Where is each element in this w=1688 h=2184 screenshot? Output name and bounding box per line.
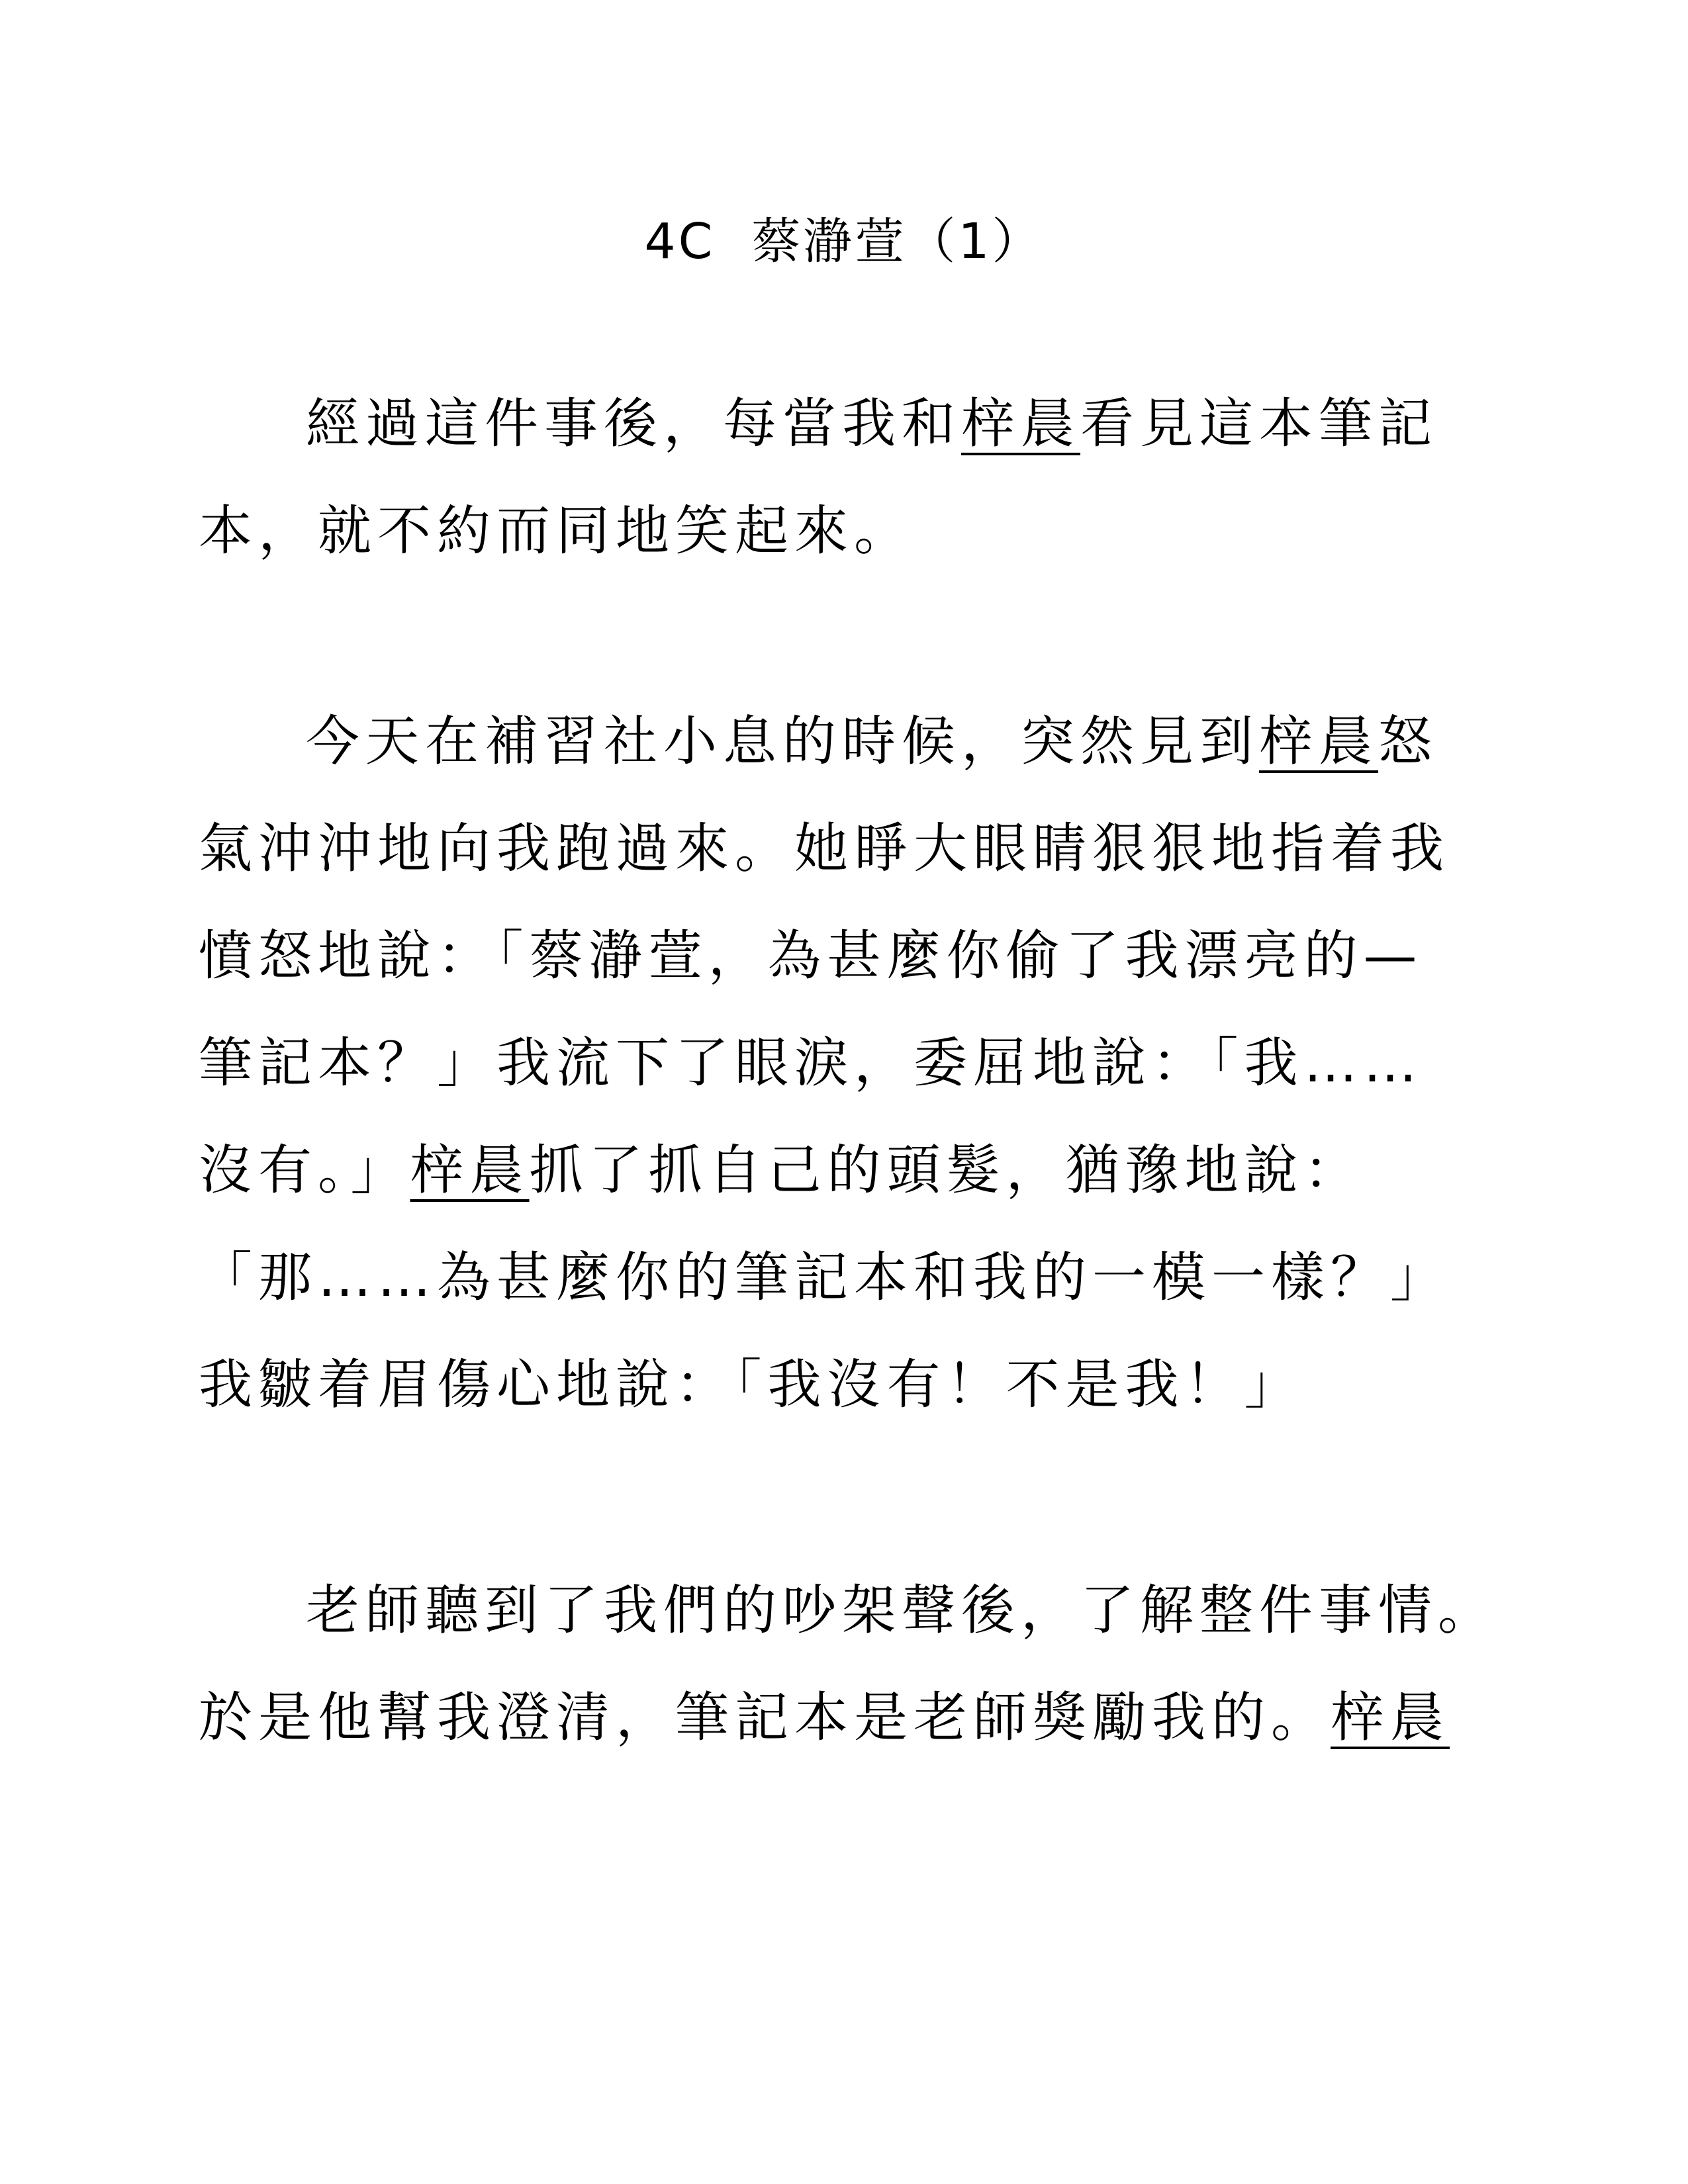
underlined-name: 梓晨 [1331,1687,1450,1749]
text-run: 看見這本筆記 [1080,393,1438,455]
text-run: 本，就不約而同地笑起來。 [199,500,914,563]
text-line [199,1010,1489,1117]
text-run: 經過這件事後，每當我和 [306,393,962,455]
text-line [199,1117,1489,1224]
text-line [199,1332,1489,1439]
underlined-name: 梓晨 [410,1140,530,1202]
text-run: 「那……為甚麼你的筆記本和我的一模一樣？」 [199,1247,1450,1309]
text-line [199,1224,1489,1332]
text-line [199,1664,1489,1772]
text-line [199,903,1489,1010]
underlined-name: 梓晨 [1259,711,1379,773]
paragraph-2 [199,688,1489,1439]
underlined-name: 梓晨 [961,393,1081,455]
paragraph-3 [199,1557,1498,1772]
text-run: 於是他幫我澄清，筆記本是老師獎勵我的。 [199,1687,1331,1749]
document-title: 4C 蔡瀞萱（1） [644,213,1044,270]
text-line [199,478,1489,585]
text-run: 怒 [1378,711,1438,773]
paragraph-1 [199,371,1489,585]
text-line [199,1557,1498,1664]
text-run: 沒有。」 [199,1140,410,1202]
text-line [199,688,1489,796]
text-line [199,796,1489,903]
text-run: 憤怒地說：「蔡瀞萱，為甚麼你偷了我漂亮的— [199,925,1423,987]
text-run: 筆記本？」我流下了眼淚，委屈地說：「我…… [199,1032,1423,1095]
text-run: 抓了抓自己的頭髮，猶豫地說： [529,1140,1364,1202]
text-run: 氣沖沖地向我跑過來。她睜大眼睛狠狠地指着我 [199,818,1450,880]
text-line [199,371,1489,478]
text-run: 我皺着眉傷心地說：「我沒有！不是我！」 [199,1354,1304,1416]
text-run: 老師聽到了我們的吵架聲後，了解整件事情。 [306,1580,1498,1642]
text-run: 今天在補習社小息的時候，突然見到 [306,711,1260,773]
